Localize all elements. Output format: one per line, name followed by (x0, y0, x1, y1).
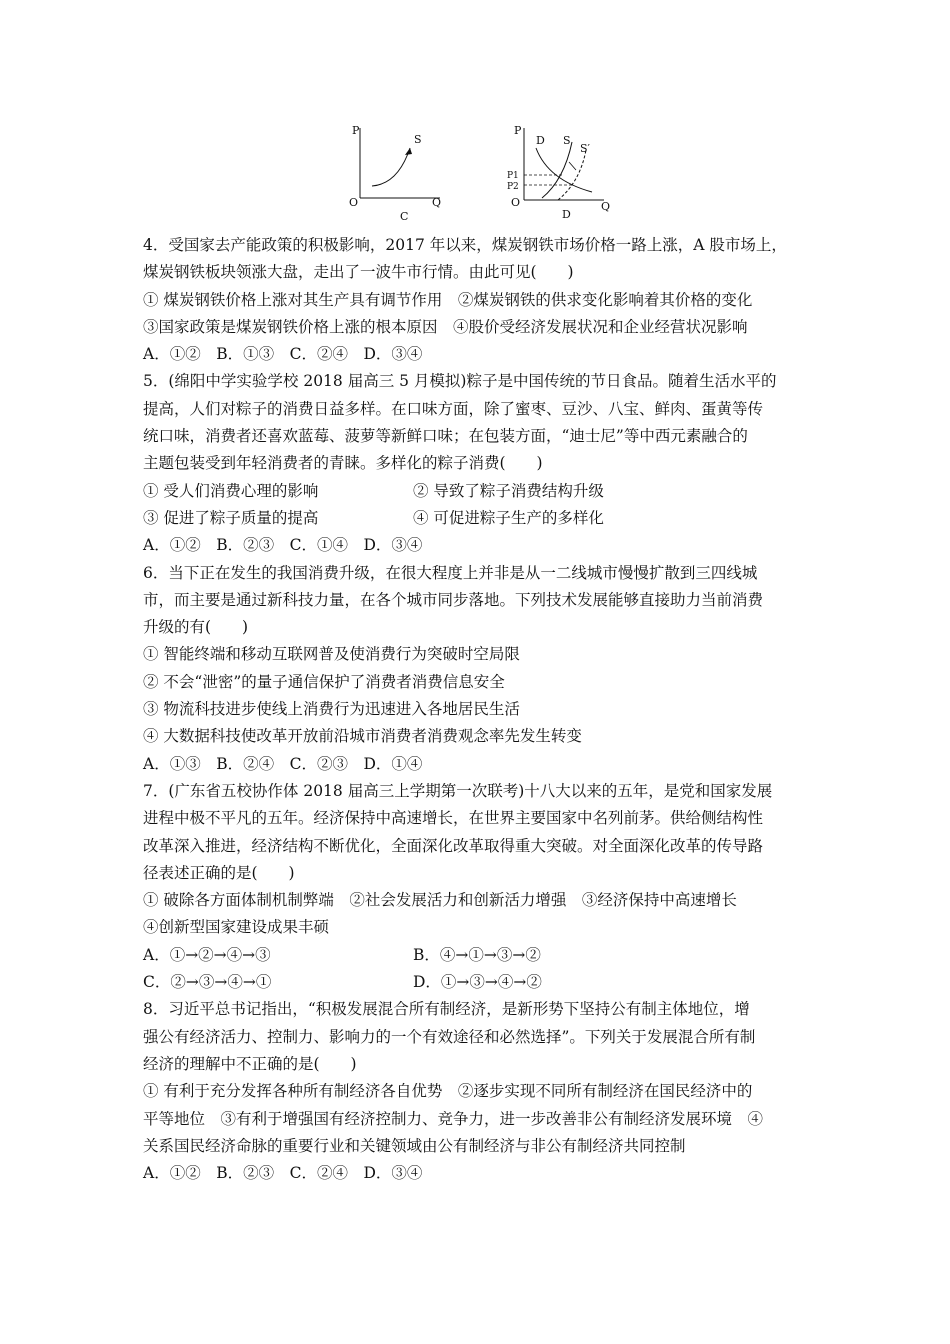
figure-d-o-label: O (511, 196, 521, 209)
figure-d-q-label: Q (601, 200, 611, 213)
question-8-options-line-1: ① 有利于充分发挥各种所有制经济各自优势 ②逐步实现不同所有制经济在国民经济中的 (143, 1082, 753, 1101)
question-5-answers: A．①② B．②③ C．①④ D．③④ (143, 536, 423, 555)
question-6-option-3: ③ 物流科技进步使线上消费行为迅速进入各地居民生活 (143, 700, 520, 719)
figure-d-supply-curve (542, 142, 572, 198)
question-6-line-1: 6．当下正在发生的我国消费升级，在很大程度上并非是从一二线城市慢慢扩散到三四线城 (143, 563, 758, 582)
question-5-line-4: 主题包装受到年轻消费者的青睐。多样化的粽子消费( ) (143, 454, 543, 473)
figure-c-o-label: O (349, 196, 359, 209)
question-6-option-1: ① 智能终端和移动互联网普及使消费行为突破时空局限 (143, 645, 520, 664)
figure-c-p-label: P (352, 124, 360, 137)
question-7-answers-row-1 (143, 942, 823, 969)
question-8-options-line-2: 平等地位 ③有利于增强国有经济控制力、竞争力，进一步改善非公有制经济发展环境 ④ (143, 1109, 764, 1128)
figure-c-s-label: S (414, 133, 422, 146)
question-6-line-2: 市，而主要是通过新科技力量，在各个城市同步落地。下列技术发展能够直接助力当前消费 (143, 590, 764, 609)
figure-d-p2-label: P2 (507, 182, 519, 192)
figure-d-p-label: P (514, 124, 522, 137)
figure-c-caption: C (400, 210, 409, 223)
question-7-line-1: 7．(广东省五校协作体 2018 届高三上学期第一次联考)十八大以来的五年，是党和国家发展 (143, 781, 773, 800)
question-5-option-4: ④ 可促进粽子生产的多样化 (413, 508, 604, 527)
figure-c (340, 118, 450, 224)
question-7-answer-c: C．②→③→④→① (143, 973, 272, 992)
question-8-line-2: 强公有经济活力、控制力、影响力的一个有效途径和必然选择”。下列关于发展混合所有制 (143, 1027, 756, 1046)
question-6-answers: A．①③ B．②④ C．②③ D．①④ (143, 754, 423, 773)
figure-d-caption: D (562, 208, 571, 221)
question-5 (143, 368, 823, 559)
question-7-line-4: 径表述正确的是( ) (143, 863, 295, 882)
figure-c-supply-curve (372, 148, 410, 186)
question-7-line-3: 改革深入推进，经济结构不断优化，全面深化改革取得重大突破。对全面深化改革的传导路 (143, 836, 764, 855)
question-4-line-1: 4．受国家去产能政策的积极影响，2017 年以来，煤炭钢铁市场价格一路上涨，A 股市场上， (143, 236, 787, 254)
question-7-options-line-2: ④创新型国家建设成果丰硕 (143, 918, 330, 937)
question-5-option-3: ③ 促进了粽子质量的提高 (143, 508, 319, 527)
question-5-line-1: 5．(绵阳中学实验学校 2018 届高三 5 月模拟)粽子是中国传统的节日食品。随着生活水平的 (143, 372, 777, 391)
question-6-line-3: 升级的有( ) (143, 618, 249, 637)
figure-d-p1-label: P1 (507, 171, 519, 181)
question-6 (143, 560, 823, 778)
question-6-option-2: ② 不会“泄密”的量子通信保护了消费者消费信息安全 (143, 672, 505, 691)
question-7-options-line-1: ① 破除各方面体制机制弊端 ②社会发展活力和创新活力增强 ③经济保持中高速增长 (143, 891, 737, 910)
question-4-line-4: ③国家政策是煤炭钢铁价格上涨的根本原因 ④股价受经济发展状况和企业经营状况影响 (143, 317, 748, 336)
figure-d-s2-label: S′ (580, 142, 591, 155)
question-7-line-2: 进程中极不平凡的五年。经济保持中高速增长，在世界主要国家中名列前茅。供给侧结构性 (143, 809, 764, 828)
question-6-option-4: ④ 大数据科技使改革开放前沿城市消费者消费观念率先发生转变 (143, 727, 582, 746)
figure-d-s-label: S (563, 134, 571, 147)
question-8 (143, 996, 823, 1187)
question-8-options-line-3: 关系国民经济命脉的重要行业和关键领域由公有制经济与非公有制经济共同控制 (143, 1136, 686, 1155)
figure-c-q-label: Q (432, 196, 442, 209)
figures-row (340, 118, 630, 228)
question-8-line-3: 经济的理解中不正确的是( ) (143, 1054, 357, 1073)
figure-d-d-label: D (536, 134, 545, 147)
question-5-option-2: ② 导致了粽子消费结构升级 (413, 481, 604, 500)
question-7-answer-a: A．①→②→④→③ (143, 945, 271, 964)
question-8-line-1: 8．习近平总书记指出，“积极发展混合所有制经济，是新形势下坚持公有制主体地位，增 (143, 1000, 750, 1019)
question-4-line-3: ① 煤炭钢铁价格上涨对其生产具有调节作用 ②煤炭钢铁的供求变化影响着其价格的变化 (143, 290, 753, 309)
question-4-answers: A．①② B．①③ C．②④ D．③④ (143, 345, 423, 364)
question-8-answers: A．①② B．②③ C．②④ D．③④ (143, 1164, 423, 1183)
question-5-option-1: ① 受人们消费心理的影响 (143, 481, 319, 500)
figure-c-arrow-icon (405, 148, 412, 155)
figure-d (506, 118, 630, 224)
question-4-line-2: 煤炭钢铁板块领涨大盘，走出了一波牛市行情。由此可见( ) (143, 263, 574, 282)
question-7-answer-b: B．④→①→③→② (413, 945, 541, 964)
question-5-options-row-1 (143, 478, 823, 505)
question-5-line-3: 统口味，消费者还喜欢蓝莓、菠萝等新鲜口味；在包装方面，“迪士尼”等中西元素融合的 (143, 427, 748, 446)
question-4 (143, 232, 823, 368)
question-5-options-row-2 (143, 505, 823, 532)
question-7-answers-row-2 (143, 969, 823, 996)
questions-content (143, 232, 823, 1187)
question-7 (143, 778, 823, 996)
question-7-answer-d: D．①→③→④→② (413, 973, 542, 992)
question-5-line-2: 提高，人们对粽子的消费日益多样。在口味方面，除了蜜枣、豆沙、八宝、鲜肉、蛋黄等传 (143, 399, 764, 418)
figure-d-shift-arrow (569, 162, 576, 170)
figure-d-new-supply-curve (558, 150, 586, 200)
